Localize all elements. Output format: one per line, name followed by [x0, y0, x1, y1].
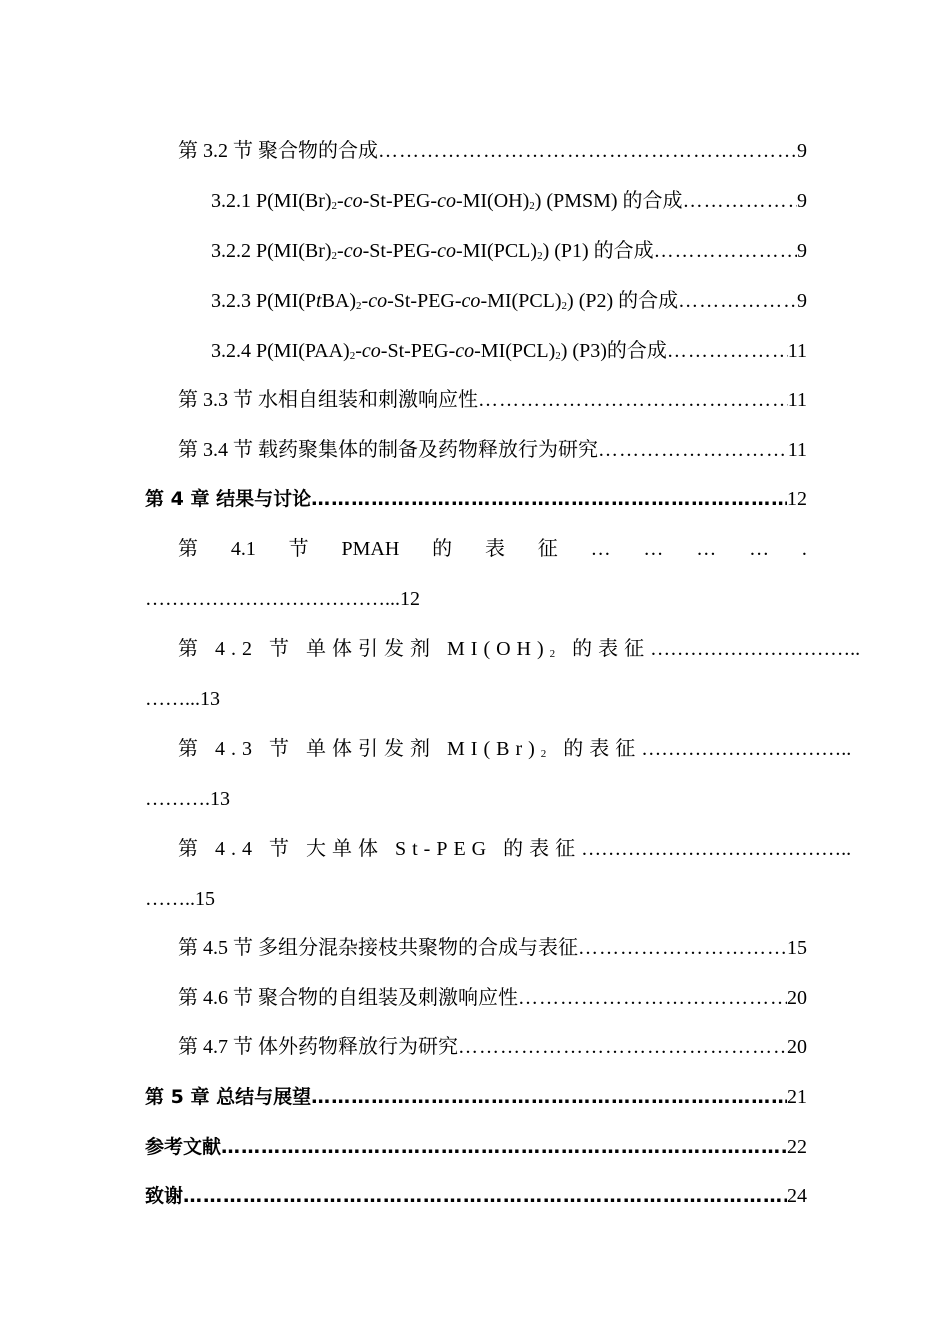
toc-title: 3.2.4 $P(MI(PAA)_2-co-St-PEG-co-MI(PCL)_2)$ (P3)的合成	[211, 340, 667, 362]
toc-word: PMAH	[341, 538, 400, 560]
toc-word: 的	[432, 538, 453, 560]
toc-title: 第 4.7 节 体外药物释放行为研究	[178, 1036, 458, 1058]
toc-title: 第 4 章 结果与讨论	[145, 488, 312, 510]
toc-title: 3.2.1 $P(MI(Br)_2-co-St-PEG-co-MI(OH)_2)$ (PMSM) 的合成	[211, 190, 683, 212]
toc-entry-4-3	[145, 734, 852, 764]
toc-entry-3-2-3	[145, 286, 807, 316]
toc-leader: …………………………..	[641, 738, 852, 760]
toc-title: 第 4.5 节 多组分混杂接枝共聚物的合成与表征	[178, 937, 578, 959]
toc-title: 3.2.2 $P(MI(Br)_2-co-St-PEG-co-MI(PCL)_2)$ (P1) 的合成	[211, 240, 654, 262]
toc-title: 第 4.4 节 大单体 St-PEG 的表征	[178, 838, 582, 860]
toc-entry-4-2	[145, 634, 861, 664]
toc-page: 20	[787, 987, 807, 1009]
toc-entry-references	[145, 1132, 807, 1162]
toc-word: 节	[288, 538, 309, 560]
toc-leader	[478, 385, 788, 415]
toc-page: 24	[787, 1185, 807, 1207]
toc-entry-4-4	[145, 834, 852, 864]
toc-leader	[518, 983, 787, 1013]
toc-page: 20	[787, 1036, 807, 1058]
toc-page: 9	[797, 140, 807, 162]
toc-leader	[598, 435, 788, 465]
toc-word: .	[801, 538, 807, 560]
toc-page: 9	[797, 240, 807, 262]
toc-leader	[378, 136, 797, 166]
toc-entry-4-7	[145, 1032, 807, 1062]
toc-entry-acknowledgements	[145, 1181, 807, 1211]
toc-title: 第 3.2 节 聚合物的合成	[178, 140, 378, 162]
toc-word: 4.1	[230, 538, 256, 560]
toc-entry-chapter-4	[145, 484, 807, 514]
toc-page: 11	[787, 340, 807, 362]
toc-page: 9	[797, 190, 807, 212]
toc-leader	[183, 1181, 787, 1211]
toc-title: 第 5 章 总结与展望	[145, 1086, 312, 1108]
toc-entry-4-5	[145, 933, 807, 963]
toc-entry-4-2-continuation: ……...13	[145, 688, 220, 710]
toc-title: 第 4.6 节 聚合物的自组装及刺激响应性	[178, 987, 518, 1009]
toc-word: 表	[484, 538, 505, 560]
toc-entry-3-3	[145, 385, 807, 415]
toc-leader	[458, 1032, 787, 1062]
toc-entry-4-3-continuation: ……….13	[145, 788, 230, 810]
toc-leader	[667, 336, 788, 366]
toc-entry-3-2-4	[145, 336, 807, 366]
toc-page: 12	[787, 488, 807, 510]
toc-entry-4-1	[145, 534, 807, 564]
toc-leader	[678, 286, 797, 316]
toc-leader	[578, 933, 787, 963]
toc-word: …	[749, 538, 770, 560]
toc-page: 9	[797, 290, 807, 312]
toc-page: 21	[787, 1086, 807, 1108]
toc-title: 致谢	[145, 1185, 184, 1207]
toc-title: 参考文献	[145, 1136, 222, 1158]
toc-entry-chapter-5	[145, 1082, 807, 1112]
toc-page: 11	[787, 389, 807, 411]
toc-entry-3-2	[145, 136, 807, 166]
toc-page: 15	[787, 937, 807, 959]
toc-entry-4-6	[145, 983, 807, 1013]
toc-leader	[311, 484, 787, 514]
toc-leader	[221, 1132, 787, 1162]
toc-leader	[683, 186, 797, 216]
toc-leader	[654, 236, 797, 266]
toc-leader: …………………………………..	[581, 838, 852, 860]
toc-word: 征	[537, 538, 558, 560]
toc-title: 第 3.3 节 水相自组装和刺激响应性	[178, 389, 478, 411]
toc-title: 3.2.3 $P(MI(PtBA)_2-co-St-PEG-co-MI(PCL)_2)$ (P2) 的合成	[211, 290, 679, 312]
toc-page: 22	[787, 1136, 807, 1158]
toc-leader: …………………………..	[650, 638, 861, 660]
toc-title: 第 3.4 节 载药聚集体的制备及药物释放行为研究	[178, 439, 598, 461]
toc-entry-3-2-2	[145, 236, 807, 266]
toc-title: 第 4.2 节 单体引发剂 $MI(OH)_2$ 的表征	[178, 638, 651, 660]
toc-entry-3-4	[145, 435, 807, 465]
toc-title: 第 4.3 节 单体引发剂 $MI(Br)_2$ 的表征	[178, 738, 642, 760]
toc-page: 11	[787, 439, 807, 461]
toc-entry-3-2-1	[145, 186, 807, 216]
toc-entry-4-4-continuation: ……..15	[145, 888, 215, 910]
toc-word: …	[643, 538, 664, 560]
toc-word: 第	[178, 538, 198, 560]
toc-word: …	[590, 538, 611, 560]
toc-leader	[311, 1082, 787, 1112]
toc-entry-4-1-continuation: ………………………………...12	[145, 588, 420, 610]
toc-word: …	[696, 538, 717, 560]
